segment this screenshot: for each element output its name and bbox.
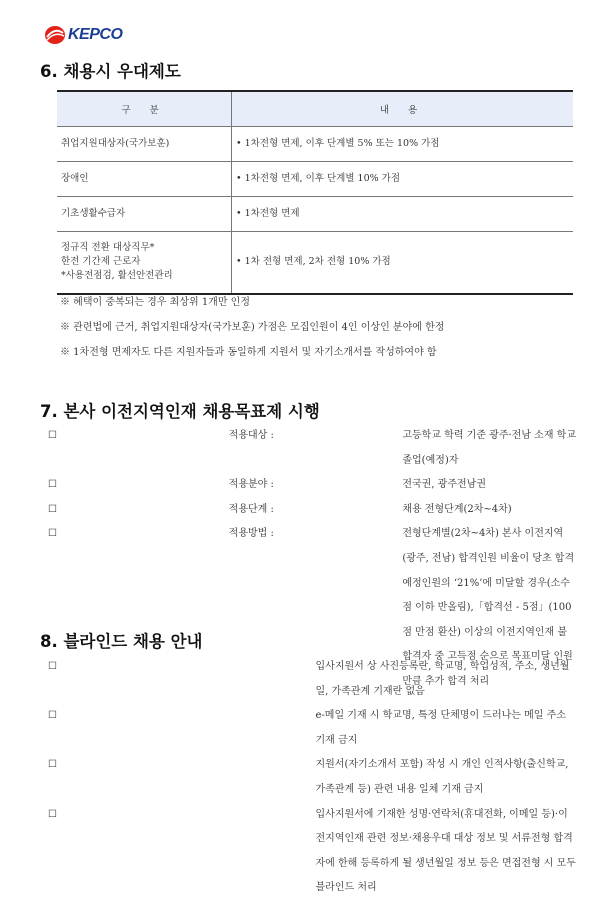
note-item: ※ 혜택이 중복되는 경우 최상위 1개만 인정 [60,297,250,308]
row-content: • 1차전형 면제, 이후 단계별 5% 또는 10% 가점 [232,127,574,162]
preference-table [57,90,573,295]
list-item [48,655,576,704]
item-text: e-메일 기재 시 학교명, 특정 단체명이 드러나는 메일 주소 기재 금지 [315,710,566,746]
item-text: 전형단계별(2차~4차) 본사 이전지역(광주, 전남) 합격인원 비율이 당초 합격예정인원의 ‘21%’에 미달할 경우(소수점 이하 반올림),「합격선 - 5점」(100점 만점 환산) 이상의 이전지역인재 불합격자 중 고득점 순으로 목표미달 인원만큼 추가 합격 처리 [402,528,575,687]
list-item [48,704,576,753]
kepco-logo-icon [44,25,66,45]
checkbox-icon: ☐ [48,479,57,491]
logo-text: KEPCO [68,26,123,43]
section-7-title: 7. 본사 이전지역인재 채용목표제 시행 [40,402,320,421]
table-header-row [57,91,573,127]
row-content: • 1차 전형 면제, 2차 전형 10% 가점 [232,232,574,294]
item-text: 입사지원서 상 사진등록란, 학교명, 학업성적, 주소, 생년월일, 가족관계 기재란 없음 [315,661,570,697]
item-text: 입사지원서에 기재한 성명·연락처(휴대전화, 이메일 등)·이전지역인재 관련 정보·채용우대 대상 정보 및 서류전형 합격자에 한해 등록하게 될 생년월일 정보 등은 면접전형 시 모두 블라인드 처리 [315,808,576,894]
checkbox-icon: ☐ [48,503,57,515]
item-text: 지원서(자기소개서 포함) 작성 시 개인 인적사항(출신학교, 가족관계 등) 관련 내용 일체 기재 금지 [315,759,569,795]
item-label: 적용분야 : [228,479,274,491]
row-content: • 1차전형 면제, 이후 단계별 10% 가점 [232,162,574,197]
checkbox-icon: ☐ [48,430,57,441]
row-category: 취업지원대상자(국가보훈) [57,127,232,162]
kepco-logo [44,25,122,45]
note-item: ※ 1차전형 면제자도 다른 지원자들과 동일하게 지원서 및 자기소개서를 작성하여야 함 [60,347,437,358]
item-label: 적용대상 : [228,430,274,441]
row-content: • 1차전형 면제 [232,197,574,232]
list-item [48,498,576,523]
notes-list [60,296,444,371]
row-category: 정규직 전환 대상직무* 한전 기간제 근로자 *사용전점검, 활선안전관리 [57,232,232,294]
table-row [57,232,573,294]
row-category: 장애인 [57,162,232,197]
item-text: 채용 전형단계(2차~4차) [402,503,512,515]
section-6-title: 6. 채용시 우대제도 [40,62,181,81]
col-header-category: 구 분 [57,91,232,127]
item-label: 적용단계 : [228,503,274,515]
section-7-list [48,424,576,695]
checkbox-icon: ☐ [48,661,57,672]
checkbox-icon: ☐ [48,710,57,722]
list-item [48,753,576,802]
item-text: 전국권, 광주전남권 [402,479,486,491]
row-category: 기초생활수급자 [57,197,232,232]
table-row [57,162,573,197]
checkbox-icon: ☐ [48,759,57,771]
checkbox-icon: ☐ [48,808,57,820]
section-8-list [48,655,576,901]
item-text: 고등학교 학력 기준 광주·전남 소재 학교 졸업(예정)자 [402,430,576,466]
item-label: 적용방법 : [228,528,274,540]
table-row [57,127,573,162]
col-header-content: 내 용 [232,91,574,127]
checkbox-icon: ☐ [48,528,57,540]
section-8-title: 8. 블라인드 채용 안내 [40,632,203,651]
note-item: ※ 관련법에 근거, 취업지원대상자(국가보훈) 가점은 모집인원이 4인 이상인 분야에 한정 [60,322,445,333]
list-item [48,424,576,473]
list-item [48,473,576,498]
table-row [57,197,573,232]
list-item [48,803,576,901]
